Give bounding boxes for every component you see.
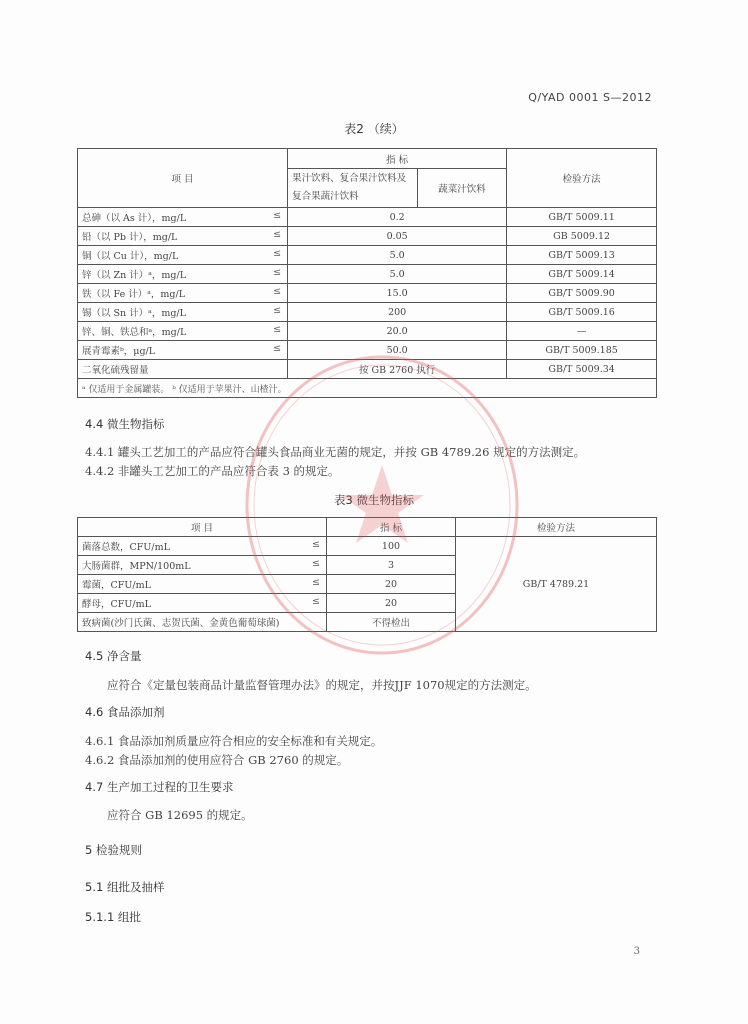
t2-item — [78, 208, 288, 227]
t3-head-item: 项 目 — [78, 518, 327, 537]
t3-item-label: 大肠菌群，MPN/100mL — [82, 561, 191, 572]
t2-item-label: 展青霉素ᵇ，μg/L — [82, 346, 156, 357]
t2-head-item: 项 目 — [78, 149, 288, 208]
section-5-1-heading: 5.1 组批及抽样 — [85, 880, 165, 894]
section-4-7-heading: 4.7 生产加工过程的卫生要求 — [85, 780, 234, 794]
t2-item-label: 铁（以 Fe 计）ᵃ，mg/L — [82, 289, 185, 300]
t2-item-label: 铅（以 Pb 计），mg/L — [82, 232, 178, 243]
t2-operator: ≤ — [273, 210, 282, 221]
t2-operator: ≤ — [273, 305, 282, 316]
t2-item-label: 锡（以 Sn 计）ᵃ，mg/L — [82, 308, 186, 319]
table3-caption: 表3 微生物指标 — [334, 493, 414, 507]
section-4-6-heading: 4.6 食品添加剂 — [85, 705, 165, 719]
t2-value: 5.0 — [288, 246, 507, 265]
t2-method: GB/T 5009.13 — [507, 246, 657, 265]
t3-head-method: 检验方法 — [456, 518, 657, 537]
t2-method: GB/T 5009.90 — [507, 284, 657, 303]
t2-method: GB/T 5009.11 — [507, 208, 657, 227]
t2-operator: ≤ — [273, 248, 282, 259]
t3-item-label: 酵母，CFU/mL — [82, 599, 151, 610]
t2-row — [78, 227, 657, 246]
t3-value: 20 — [327, 575, 456, 594]
t2-item-label: 二氧化硫残留量 — [82, 365, 149, 376]
t2-item — [78, 284, 288, 303]
t2-value: 200 — [288, 303, 507, 322]
section-5-heading: 5 检验规则 — [85, 843, 142, 857]
section-5-1-1-heading: 5.1.1 组批 — [85, 910, 141, 924]
t3-operator: ≤ — [312, 558, 320, 569]
page-number: 3 — [633, 946, 640, 957]
t2-item-label: 锌（以 Zn 计）ᵃ，mg/L — [82, 270, 187, 281]
t3-value: 20 — [327, 594, 456, 613]
t2-method: — — [507, 322, 657, 341]
t2-note: ᵃ 仅适用于金属罐装。 ᵇ 仅适用于苹果汁、山楂汁。 — [78, 379, 657, 398]
section-4-4-heading: 4.4 微生物指标 — [85, 417, 165, 431]
t2-operator: ≤ — [273, 229, 282, 240]
t2-operator: ≤ — [273, 324, 282, 335]
t2-value: 0.05 — [288, 227, 507, 246]
t2-item — [78, 303, 288, 322]
t2-value: 50.0 — [288, 341, 507, 360]
t2-head-veg: 蔬菜汁饮料 — [417, 169, 506, 208]
official-seal-stamp — [232, 345, 522, 655]
table2-caption: 表2 （续） — [344, 122, 404, 136]
t3-value: 3 — [327, 556, 456, 575]
t3-operator: ≤ — [312, 539, 320, 550]
t2-method: GB/T 5009.14 — [507, 265, 657, 284]
t3-item-label: 菌落总数，CFU/mL — [82, 542, 170, 553]
t2-item — [78, 227, 288, 246]
t2-head-indicator: 指 标 — [288, 149, 507, 169]
t2-row — [78, 208, 657, 227]
t2-row — [78, 246, 657, 265]
t2-value: 15.0 — [288, 284, 507, 303]
document-code: Q/YAD 0001 S—2012 — [528, 91, 652, 104]
t2-method: GB/T 5009.185 — [507, 341, 657, 360]
section-4-5-heading: 4.5 净含量 — [85, 649, 142, 663]
t2-row — [78, 265, 657, 284]
t2-item-label: 锌、铜、铁总和ᵃ，mg/L — [82, 327, 187, 338]
t3-operator: ≤ — [312, 596, 320, 607]
t3-item-label: 致病菌(沙门氏菌、志贺氏菌、金黄色葡萄球菌) — [82, 618, 280, 629]
t2-item — [78, 322, 288, 341]
t3-method: GB/T 4789.21 — [456, 537, 657, 632]
t2-method: GB/T 5009.34 — [507, 360, 657, 379]
t2-method: GB/T 5009.16 — [507, 303, 657, 322]
t2-head-method: 检验方法 — [507, 149, 657, 208]
section-4-6-2: 4.6.2 食品添加剂的使用应符合 GB 2760 的规定。 — [85, 753, 349, 767]
t3-head-indicator: 指 标 — [327, 518, 456, 537]
t2-value: 按 GB 2760 执行 — [288, 360, 507, 379]
t2-head-juice: 果汁饮料、复合果汁饮料及复合果蔬汁饮料 — [288, 169, 418, 208]
section-4-4-1: 4.4.1 罐头工艺加工的产品应符合罐头食品商业无菌的规定，并按 GB 4789.26 规定的方法测定。 — [85, 445, 586, 459]
t2-item — [78, 246, 288, 265]
t2-value: 5.0 — [288, 265, 507, 284]
section-4-6-1: 4.6.1 食品添加剂质量应符合相应的安全标准和有关规定。 — [85, 734, 383, 748]
t3-item-label: 霉菌，CFU/mL — [82, 580, 151, 591]
t3-value: 100 — [327, 537, 456, 556]
t2-operator: ≤ — [273, 267, 282, 278]
t2-item-label: 铜（以 Cu 计），mg/L — [82, 251, 179, 262]
t2-item — [78, 265, 288, 284]
t2-value: 20.0 — [288, 322, 507, 341]
t2-row — [78, 284, 657, 303]
section-4-7-text: 应符合 GB 12695 的规定。 — [107, 808, 253, 822]
t2-item-label: 总砷（以 As 计），mg/L — [82, 213, 187, 224]
t3-value: 不得检出 — [327, 613, 456, 632]
t2-row — [78, 303, 657, 322]
t2-operator: ≤ — [273, 286, 282, 297]
t2-value: 0.2 — [288, 208, 507, 227]
section-4-5-text: 应符合《定量包装商品计量监督管理办法》的规定，并按JJF 1070规定的方法测定。 — [107, 678, 537, 692]
t3-operator: ≤ — [312, 577, 320, 588]
t2-row — [78, 322, 657, 341]
t2-method: GB 5009.12 — [507, 227, 657, 246]
t2-operator: ≤ — [273, 343, 282, 354]
section-4-4-2: 4.4.2 非罐头工艺加工的产品应符合表 3 的规定。 — [85, 464, 340, 478]
